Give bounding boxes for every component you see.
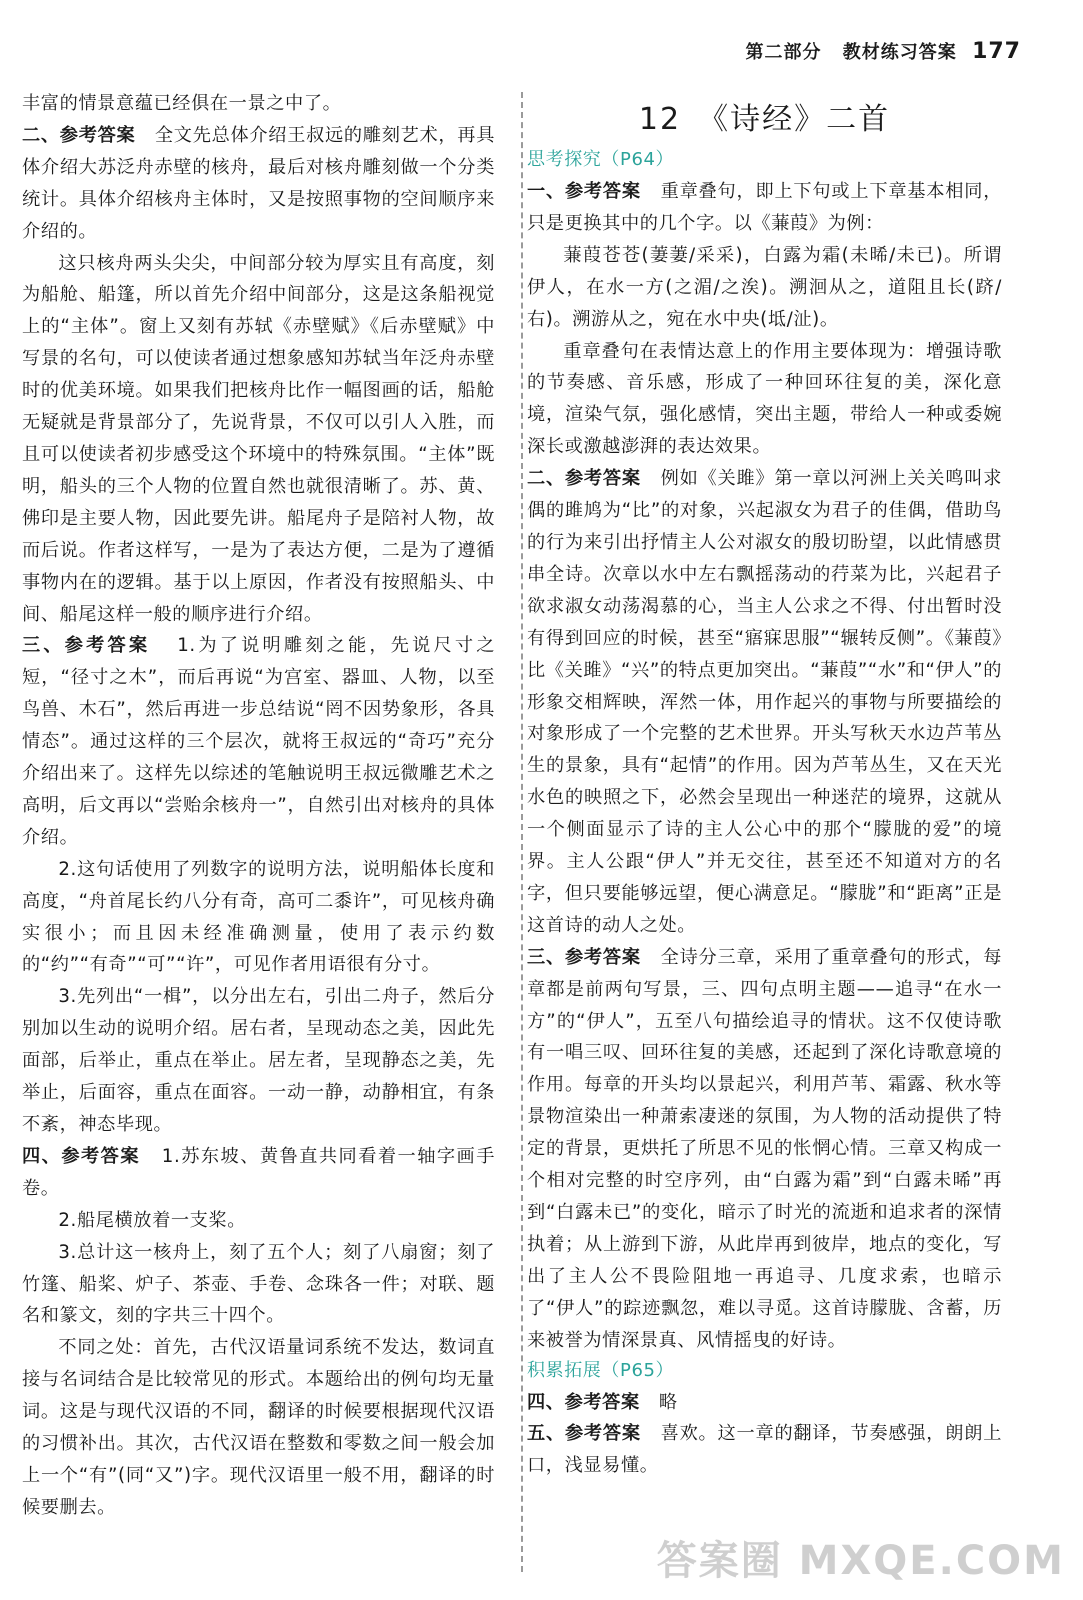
page-header (746, 38, 1022, 64)
paragraph: 丰富的情景意蕴已经俱在一景之中了。 (22, 93, 342, 114)
article-title: 12 《诗经》二首 (638, 102, 891, 137)
answer-text: 1.苏东坡、黄鲁直共同看着一轴字画手卷。 (22, 1145, 495, 1199)
answer-3 (527, 942, 1002, 1357)
paragraph: 这只核舟两头尖尖，中间部分较为厚实且有高度，刻为船舱、船篷，所以首先介绍中间部分，这是这条船视觉上的“主体”。窗上又刻有苏轼《赤壁赋》《后赤壁赋》中写景的名句，可以使读者通过想象感知苏轼当年泛舟赤壁时的优美环境。如果我们把核舟比作一幅图画的话，船舱无疑就是背景部分了，先说背景，不仅可以引人入胜，而且可以使读者初步感受这个环境中的特殊氛围。“主体”既明，船头的三个人物的位置自然也就很清晰了。苏、黄、佛印是主要人物，因此要先讲。船尾舟子是陪衬人物，故而后说。作者这样写，一是为了表达方便，二是为了遵循事物内在的逻辑。基于以上原因，作者没有按照船头、中间、船尾这样一般的顺序进行介绍。 (22, 252, 495, 625)
answer-label: 三、参考答案 (527, 946, 641, 968)
answer-1 (527, 176, 1002, 240)
left-column (22, 88, 495, 1524)
answer-text: 例如《关雎》第一章以河洲上关关鸣叫求偶的雎鸠为“比”的对象，兴起淑女为君子的佳偶，借助鸟的行为来引出抒情主人公对淑女的殷切盼望，以此情感贯串全诗。次章以水中左右飘摇荡动的荇菜为比，兴起君子欲求淑女动荡渴慕的心，当主人公求之不得、付出暂时没有得到回应的时候，甚至“寤寐思服”“辗转反侧”。《蒹葭》比《关雎》“兴”的特点更加突出。“蒹葭”“水”和“伊人”的形象交相辉映，浑然一体，用作起兴的事物与所要描绘的对象形成了一个完整的艺术世界。开头写秋天水边芦苇丛生的景象，具有“起情”的作用。因为芦苇丛生，又在天光水色的映照之下，必然会呈现出一种迷茫的境界，这就从一个侧面显示了诗的主人公心中的那个“朦胧的爱”的境界。主人公跟“伊人”并无交往，甚至还不知道对方的名字，但只要能够远望，便心满意足。“朦胧”和“距离”正是这首诗的动人之处。 (527, 468, 1002, 936)
answer-5 (527, 1418, 1002, 1482)
paragraph: 3.总计这一核舟上，刻了五个人；刻了八扇窗；刻了竹篷、船桨、炉子、茶壶、手卷、念珠各一件；对联、题名和篆文，刻的字共三十四个。 (22, 1241, 495, 1327)
answer-label: 二、参考答案 (22, 124, 136, 146)
answer-text: 略 (658, 1391, 678, 1413)
paragraph: 2.这句话使用了列数字的说明方法，说明船体长度和高度，“舟首尾长约八分有奇，高可二黍许”，可见核舟确实很小；而且因未经准确测量，使用了表示约数的“约”“有奇”“可”“许”，可见作者用语很有分寸。 (22, 858, 495, 976)
column-divider (521, 92, 523, 1572)
answer-3 (22, 630, 495, 853)
paragraph: 不同之处：首先，古代汉语量词系统不发达，数词直接与名词结合是比较常见的形式。本题给出的例句均无量词。这是与现代汉语的不同，翻译的时候要根据现代汉语的习惯补出。其次，古代汉语在整数和零数之间一般会加上一个“有”(同“又”)字。现代汉语里一般不用，翻译的时候要删去。 (22, 1337, 495, 1518)
answer-label: 四、参考答案 (527, 1391, 640, 1413)
answer-label: 一、参考答案 (527, 181, 641, 202)
answer-text: 重章叠句，即上下句或上下章基本相同，只是更换其中的几个字。以《蒹葭》为例： (527, 181, 1002, 234)
header-section: 教材练习答案 (842, 42, 957, 63)
answer-4 (527, 1387, 1002, 1419)
answer-text: 全诗分三章，采用了重章叠句的形式，每章都是前两句写景，三、四句点明主题——追寻“在水一方”的“伊人”，五至八句描绘追寻的情状。这不仅使诗歌有一唱三叹、回环往复的美感，还起到了深化诗歌意境的作用。每章的开头均以景起兴，利用芦苇、霜露、秋水等景物渲染出一种萧索凄迷的氛围，为人物的活动提供了特定的背景，更烘托了所思不见的怅惘心情。三章又构成一个相对完整的时空序列，由“白露为霜”到“白露未晞”再到“白露未已”的变化，暗示了时光的流逝和追求者的深情执着；从上游到下游，从此岸再到彼岸，地点的变化，写出了主人公不畏险阻地一再追寻、几度求索，也暗示了“伊人”的踪迹飘忽，难以寻觅。这首诗朦胧、含蓄，历来被誉为情深景真、风情摇曳的好诗。 (527, 946, 1002, 1351)
header-part: 第二部分 (745, 42, 822, 63)
paragraph: 3.先列出“一楫”，以分出左右，引出二舟子，然后分别加以生动的说明介绍。居右者，呈现动态之美，因此先面部，后举止，重点在举止。居左者，呈现静态之美，先举止，后面容，重点在面容。一动一静，动静相宜，有条不紊，神态毕现。 (22, 986, 495, 1135)
poem-excerpt: 蒹葭苍苍(萋萋/采采)，白露为霜(未晞/未已)。所谓伊人，在水一方(之湄/之涘)。溯洄从之，道阻且长(跻/右)。溯游从之，宛在水中央(坻/沚)。 (527, 244, 1002, 330)
page-number: 177 (972, 39, 1021, 64)
answer-2 (527, 463, 1002, 942)
answer-text: 全文先总体介绍王叔远的雕刻艺术，再具体介绍大苏泛舟赤壁的核舟，最后对核舟雕刻做一个分类统计。具体介绍核舟主体时，又是按照事物的空间顺序来介绍的。 (22, 124, 495, 242)
answer-4 (22, 1141, 495, 1205)
right-column (527, 88, 1002, 1482)
answer-label: 四、参考答案 (22, 1145, 140, 1167)
answer-label: 三、参考答案 (22, 635, 151, 657)
answer-text: 1.为了说明雕刻之能，先说尺寸之短，“径寸之木”，而后再说“为宫室、器皿、人物，以至鸟兽、木石”，然后再进一步总结说“罔不因势象形，各具情态”。通过这样的三个层次，就将王叔远的“奇巧”充分介绍出来了。这样先以综述的笔触说明王叔远微雕艺术之高明，后文再以“尝贻余核舟一”，自然引出对核舟的具体介绍。 (22, 635, 496, 848)
answer-label: 二、参考答案 (527, 468, 641, 490)
section-heading: 积累拓展（P65） (527, 1359, 675, 1381)
section-heading: 思考探究（P64） (527, 149, 675, 170)
paragraph: 重章叠句在表情达意上的作用主要体现为：增强诗歌的节奏感、音乐感，形成了一种回环往复的美，深化意境，渲染气氛，强化感情，突出主题，带给人一种或委婉深长或激越澎湃的表达效果。 (527, 340, 1002, 458)
watermark: 答案圈 MXQE.COM (656, 1538, 1065, 1584)
answer-label: 五、参考答案 (527, 1423, 641, 1445)
paragraph: 2.船尾横放着一支桨。 (58, 1209, 247, 1231)
answer-2 (22, 120, 495, 248)
answer-text: 喜欢。这一章的翻译，节奏感强，朗朗上口，浅显易懂。 (527, 1423, 1002, 1477)
